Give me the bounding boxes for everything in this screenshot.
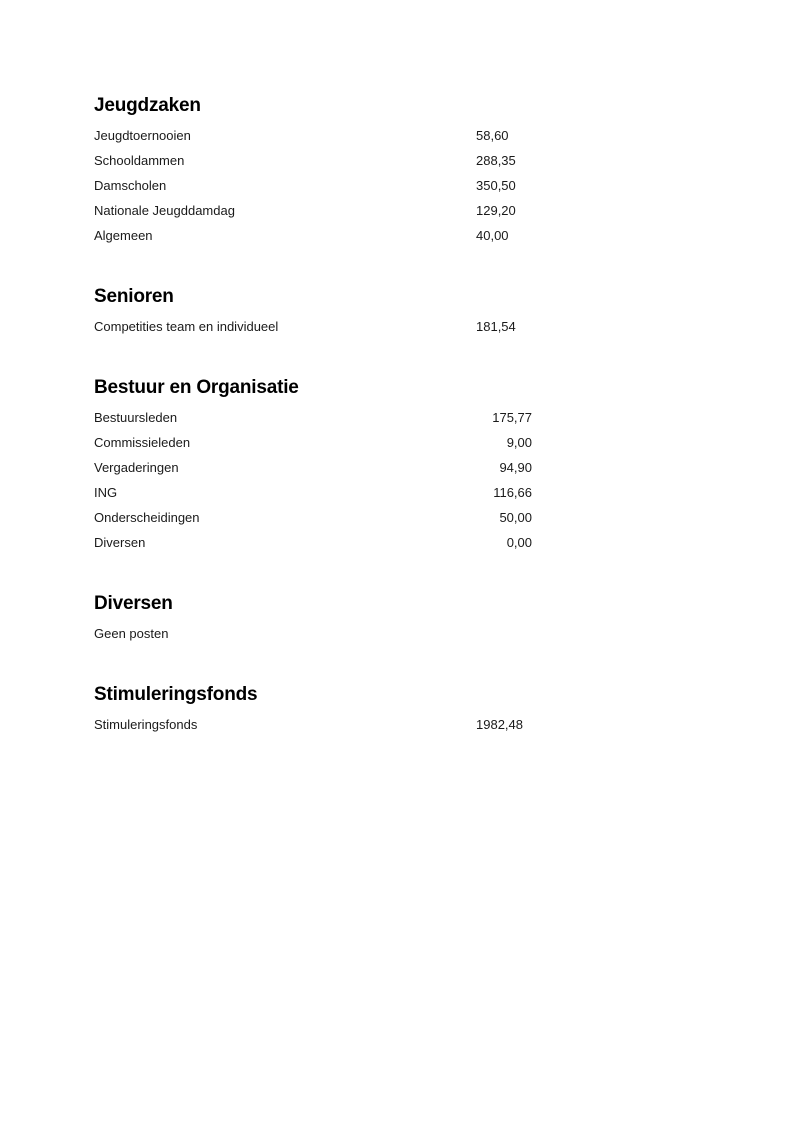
row-label: Jeugdtoernooien <box>94 128 191 143</box>
budget-row <box>94 505 534 530</box>
budget-row <box>94 530 534 555</box>
row-amount: 1982,48 <box>476 717 523 732</box>
section-heading: Bestuur en Organisatie <box>94 377 299 398</box>
row-amount: 94,90 <box>499 460 532 475</box>
section-heading: Stimuleringsfonds <box>94 684 258 705</box>
section-heading: Diversen <box>94 593 173 614</box>
row-label: Nationale Jeugddamdag <box>94 203 235 218</box>
row-amount: 175,77 <box>492 410 532 425</box>
budget-row <box>94 712 534 737</box>
row-label: Stimuleringsfonds <box>94 717 198 732</box>
row-label: Diversen <box>94 535 146 550</box>
row-amount: 181,54 <box>476 319 516 334</box>
row-label: Onderscheidingen <box>94 510 200 525</box>
row-label: Algemeen <box>94 228 153 243</box>
row-amount: 50,00 <box>499 510 532 525</box>
row-amount: 9,00 <box>506 435 532 450</box>
budget-section <box>94 683 534 737</box>
row-amount: 350,50 <box>476 178 516 193</box>
budget-section <box>94 592 534 646</box>
row-label: Bestuursleden <box>94 410 178 425</box>
budget-row <box>94 480 534 505</box>
document-body <box>94 94 534 737</box>
budget-row <box>94 148 534 173</box>
row-amount: 40,00 <box>476 228 509 243</box>
row-amount: 0,00 <box>506 535 532 550</box>
section-rows <box>94 123 534 248</box>
row-amount: 116,66 <box>493 485 532 500</box>
row-amount: 129,20 <box>476 203 516 218</box>
budget-row <box>94 223 534 248</box>
budget-row <box>94 455 534 480</box>
section-heading: Senioren <box>94 286 174 307</box>
section-heading: Jeugdzaken <box>94 95 201 116</box>
row-label: Schooldammen <box>94 153 185 168</box>
row-label: Geen posten <box>94 626 169 641</box>
section-rows <box>94 405 534 555</box>
row-amount: 58,60 <box>476 128 509 143</box>
budget-row <box>94 314 534 339</box>
section-rows <box>94 314 534 339</box>
budget-row <box>94 173 534 198</box>
section-rows <box>94 621 534 646</box>
row-label: Vergaderingen <box>94 460 179 475</box>
section-rows <box>94 712 534 737</box>
budget-section <box>94 376 534 555</box>
row-amount: 288,35 <box>476 153 516 168</box>
budget-row <box>94 405 534 430</box>
row-label: ING <box>94 485 118 500</box>
budget-section <box>94 285 534 339</box>
budget-section <box>94 94 534 248</box>
row-label: Commissieleden <box>94 435 191 450</box>
row-label: Competities team en individueel <box>94 319 279 334</box>
budget-row <box>94 621 534 646</box>
row-label: Damscholen <box>94 178 167 193</box>
budget-row <box>94 430 534 455</box>
budget-row <box>94 123 534 148</box>
budget-row <box>94 198 534 223</box>
